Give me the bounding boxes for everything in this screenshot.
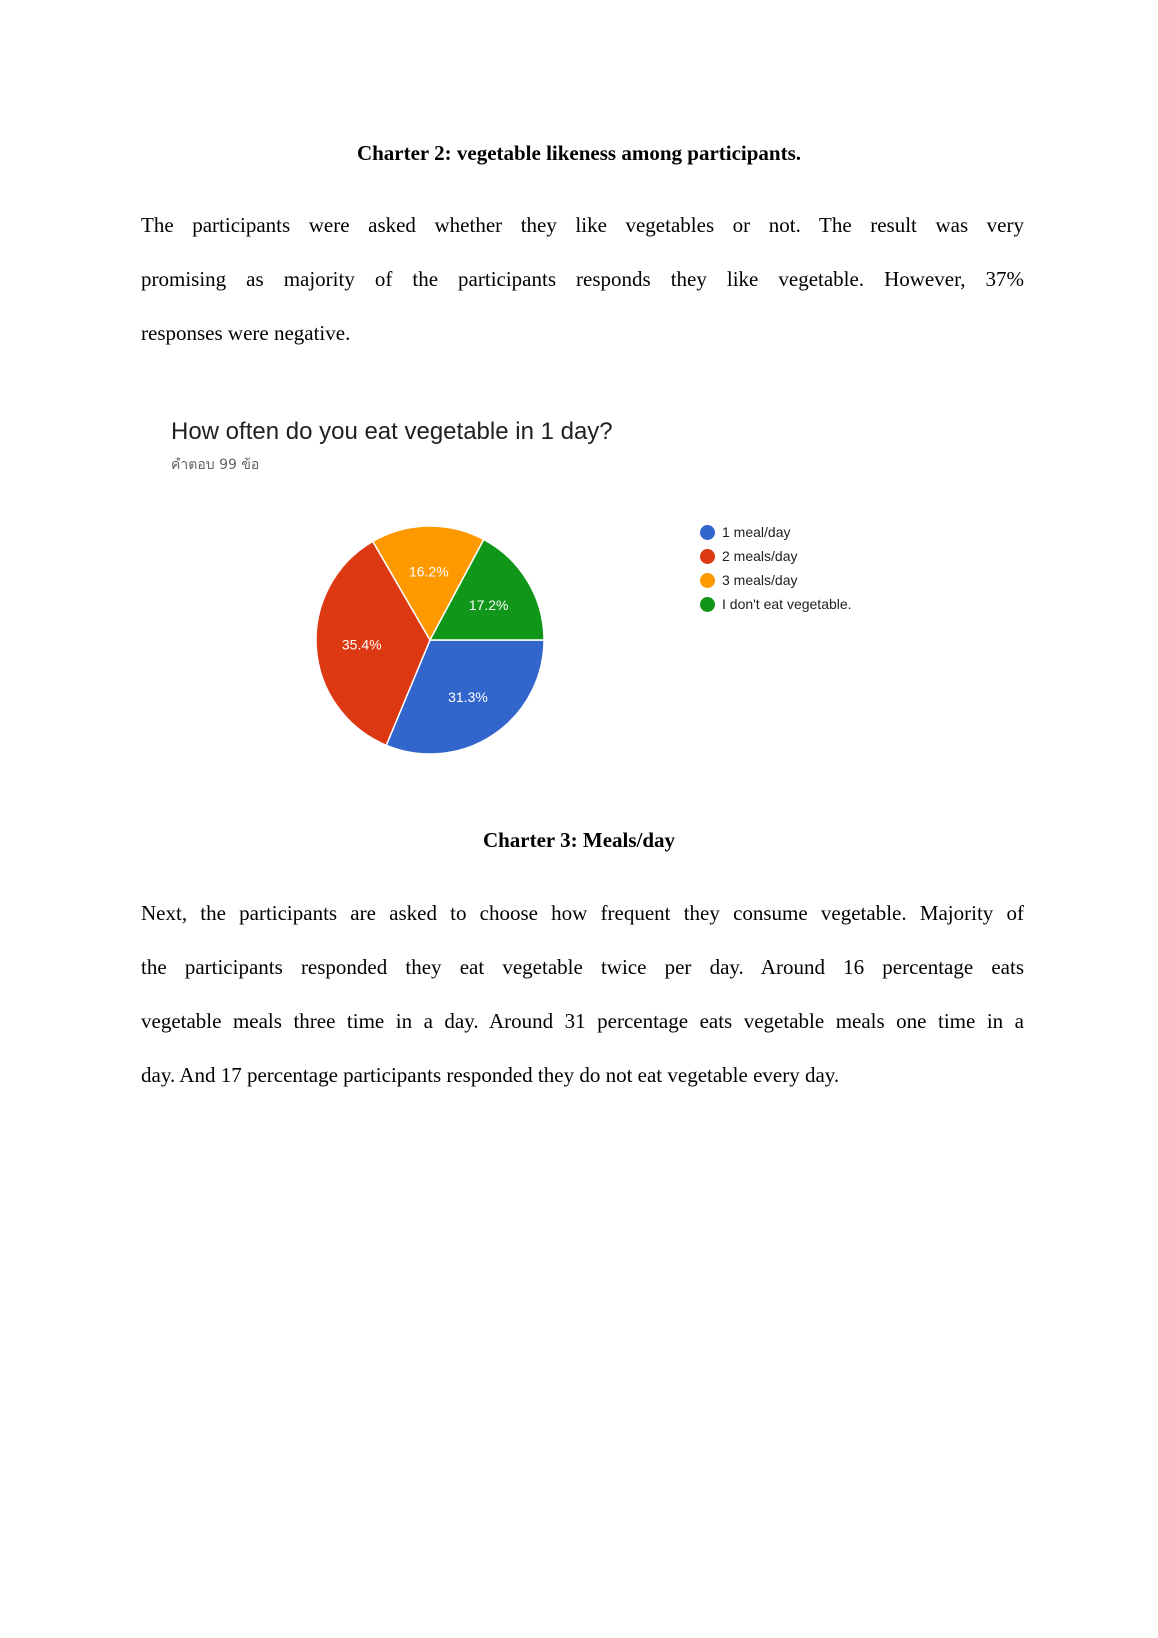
- paragraph-line: day. And 17 percentage participants responded they do not eat vegetable every day.: [141, 1063, 840, 1087]
- pie-slice-label: 35.4%: [341, 636, 382, 653]
- legend-label: 1 meal/day: [722, 524, 791, 540]
- paragraph-line: The participants were asked whether they like vegetables or not. The result was very: [141, 213, 1024, 237]
- section2-paragraph: [141, 886, 1024, 1102]
- legend-dot: [700, 597, 715, 612]
- legend-dot: [700, 573, 715, 588]
- legend-dot: [700, 525, 715, 540]
- legend-label: I don't eat vegetable.: [722, 596, 852, 612]
- chart-legend: [700, 520, 852, 616]
- section1-paragraph: [141, 198, 1024, 360]
- chart-subtitle: คำตอบ 99 ข้อ: [171, 457, 260, 473]
- legend-item: [700, 568, 852, 592]
- pie-slice-label: 16.2%: [408, 563, 449, 580]
- legend-label: 3 meals/day: [722, 572, 798, 588]
- paragraph-line: promising as majority of the participants responds they like vegetable. However, 37%: [141, 267, 1024, 291]
- paragraph-line: responses were negative.: [141, 321, 351, 345]
- pie-chart: [300, 510, 560, 770]
- legend-label: 2 meals/day: [722, 548, 798, 564]
- legend-dot: [700, 549, 715, 564]
- legend-item: [700, 592, 852, 616]
- legend-item: [700, 544, 852, 568]
- chart-title: How often do you eat vegetable in 1 day?: [171, 418, 613, 445]
- legend-item: [700, 520, 852, 544]
- section1-caption: Charter 2: vegetable likeness among participants.: [356, 141, 802, 165]
- pie-slice-label: 17.2%: [468, 596, 509, 613]
- paragraph-line: vegetable meals three time in a day. Around 31 percentage eats vegetable meals one time in a: [141, 1009, 1024, 1033]
- paragraph-line: Next, the participants are asked to choose how frequent they consume vegetable. Majority of: [141, 901, 1024, 925]
- pie-slice-label: 31.3%: [448, 688, 488, 705]
- section2-caption: Charter 3: Meals/day: [482, 828, 676, 852]
- paragraph-line: the participants responded they eat vegetable twice per day. Around 16 percentage eats: [141, 955, 1024, 979]
